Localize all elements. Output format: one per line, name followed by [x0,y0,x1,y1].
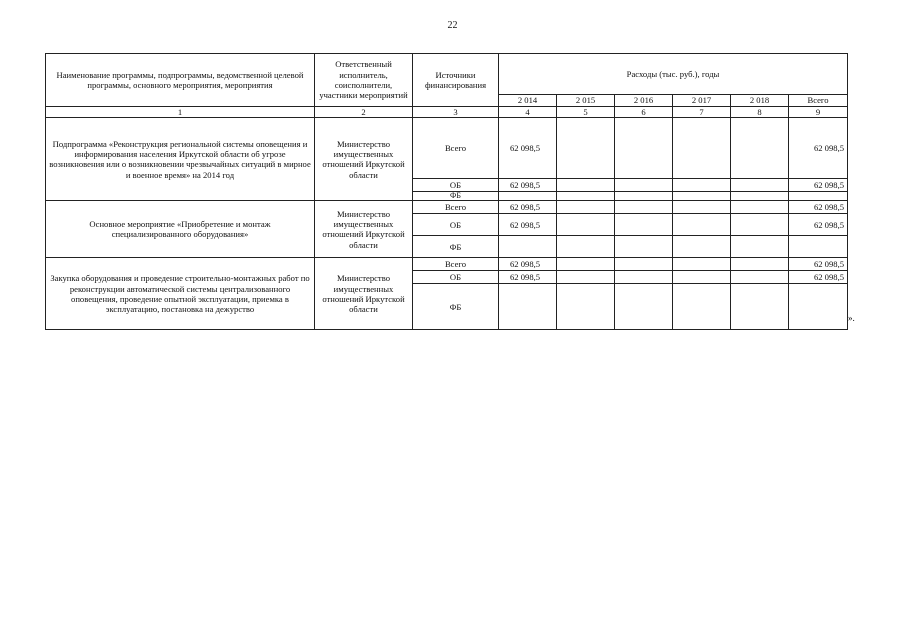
source-label: ФБ [413,192,499,201]
col-number: 4 [499,107,557,118]
col-number: 9 [789,107,848,118]
col-number: 7 [673,107,731,118]
header-expenses: Расходы (тыс. руб.), годы [499,54,848,95]
value-total: 62 098,5 [789,214,848,236]
value-total [789,192,848,201]
executor-name: Министерство имущественных отношений Иркутской области [315,201,413,258]
value-2014 [499,236,557,258]
financing-table [45,53,848,330]
numbering-row [46,107,848,118]
header-executor: Ответственный исполнитель, соисполнители, участники мероприятий [315,54,413,107]
value-2014 [499,284,557,330]
value-total: 62 098,5 [789,271,848,284]
header-source: Источники финансирования [413,54,499,107]
table-row [46,258,848,271]
year-2016: 2 016 [615,95,673,107]
col-number: 5 [557,107,615,118]
closing-quote-mark: ». [848,313,855,323]
source-label: ОБ [413,214,499,236]
table-row [46,118,848,179]
value-total: 62 098,5 [789,118,848,179]
value-2014: 62 098,5 [499,258,557,271]
value-total [789,284,848,330]
year-total: Всего [789,95,848,107]
source-label: Всего [413,201,499,214]
year-2017: 2 017 [673,95,731,107]
program-name: Основное мероприятие «Приобретение и монтаж специализированного оборудования» [46,201,315,258]
value-2014: 62 098,5 [499,118,557,179]
value-total: 62 098,5 [789,201,848,214]
executor-name: Министерство имущественных отношений Иркутской области [315,118,413,201]
value-total: 62 098,5 [789,258,848,271]
source-label: ФБ [413,236,499,258]
executor-name: Министерство имущественных отношений Иркутской области [315,258,413,330]
value-2014: 62 098,5 [499,214,557,236]
value-2014: 62 098,5 [499,201,557,214]
year-2018: 2 018 [731,95,789,107]
col-number: 2 [315,107,413,118]
source-label: ФБ [413,284,499,330]
col-number: 1 [46,107,315,118]
year-2014: 2 014 [499,95,557,107]
page-number: 22 [447,20,458,31]
year-2015: 2 015 [557,95,615,107]
header-name: Наименование программы, подпрограммы, ведомственной целевой программы, основного мероприятия, мероприятия [46,54,315,107]
program-name: Закупка оборудования и проведение строительно-монтажных работ по реконструкции автоматической системы централизованного оповещения, проведение опытной эксплуатации, приемка в эксплуатацию, постановка на дежурство [46,258,315,330]
program-name: Подпрограмма «Реконструкция региональной системы оповещения и информирования населения Иркутской области об угрозе возникновения или о возникновении чрезвычайных ситуаций в мирное и военное время» на 2014 год [46,118,315,201]
col-number: 6 [615,107,673,118]
value-total [789,236,848,258]
col-number: 8 [731,107,789,118]
value-2014: 62 098,5 [499,271,557,284]
value-total: 62 098,5 [789,179,848,192]
source-label: ОБ [413,271,499,284]
value-2014 [499,192,557,201]
table-row [46,201,848,214]
value-2014: 62 098,5 [499,179,557,192]
source-label: ОБ [413,179,499,192]
source-label: Всего [413,118,499,179]
source-label: Всего [413,258,499,271]
col-number: 3 [413,107,499,118]
